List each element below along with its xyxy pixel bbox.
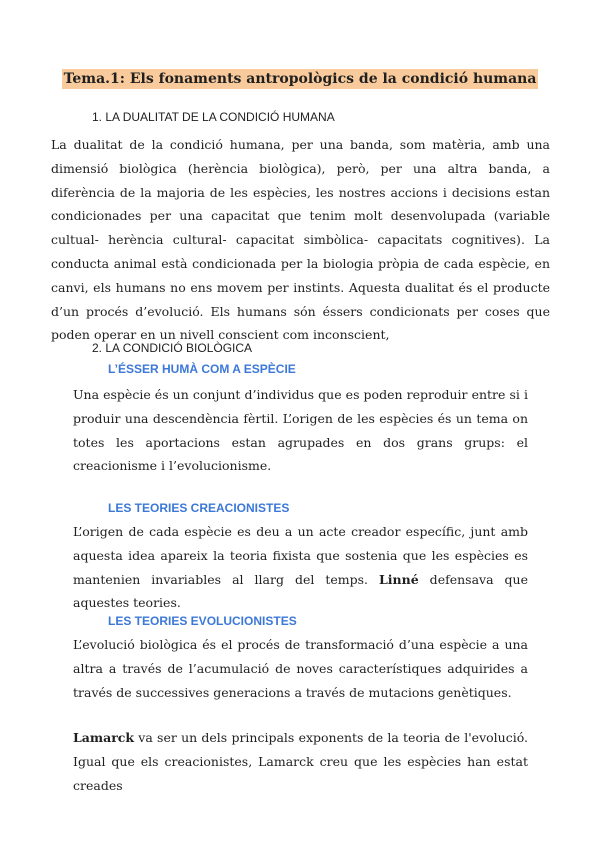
linne-name: Linné: [379, 571, 419, 587]
subsection-especie-heading: L’ÉSSER HUMÀ COM A ESPÈCIE: [108, 362, 296, 376]
section-1-paragraph: La dualitat de la condició humana, per una banda, som matèria, amb una dimensió biològica (herència biològica), però, per una altra banda, a diferència de la majoria de les espècies, les nostres accions i decisions estan condicionades per una capacitat que tenim molt desenvolupada (variable cultual- herència cultural- capacitat simbòlica- capacitats cognitives). La conducta animal està condicionada per la biologia pròpia de cada espècie, en canvi, els humans no ens movem per instints. Aquesta dualitat és el producte d’un procés d’evolució. Els humans són éssers condicionats per coses que poden operar en un nivell conscient com inconscient,: [51, 137, 550, 343]
lamarck-paragraph: [73, 726, 528, 797]
section-2-heading: 2. LA CONDICIÓ BIOLÒGICA: [92, 341, 253, 355]
subsection-evolucionistes-heading: LES TEORIES EVOLUCIONISTES: [108, 614, 297, 628]
subsection-evolucionistes-paragraph: L’evolució biològica és el procés de transformació d’una espècie a una altra a través de l’acumulació de noves característiques adquirides a través de successives generacions a través de mutacions genètiques.: [73, 637, 528, 700]
title-wrap: [0, 68, 600, 89]
subsection-especie-paragraph: Una espècie és un conjunt d’individus que es poden reproduir entre si i produir una descendència fèrtil. L’origen de les espècies és un tema on totes les aportacions estan agrupades en dos grans grups: el creacionisme i l’evolucionisme.: [73, 387, 528, 474]
subsection-creacionistes-heading: LES TEORIES CREACIONISTES: [108, 501, 290, 515]
creacionistes-text-before: L’origen de cada espècie es deu a un acte creador específic, junt amb aquesta idea apareix la teoria fixista que sostenia que les espècies es mantenien invariables al llarg del temps.: [73, 524, 528, 587]
lamarck-text: va ser un dels principals exponents de la teoria de l'evolució. Igual que els creacionistes, Lamarck creu que les espècies han estat creades: [73, 730, 528, 793]
creacionistes-text-after: defensava que aquestes teories.: [73, 571, 528, 611]
lamarck-name: Lamarck: [73, 730, 135, 745]
section-1-heading: 1. LA DUALITAT DE LA CONDICIÓ HUMANA: [92, 110, 335, 124]
subsection-creacionistes-paragraph: [73, 520, 528, 615]
document-title: Tema.1: Els fonaments antropològics de la condició humana: [63, 71, 537, 87]
